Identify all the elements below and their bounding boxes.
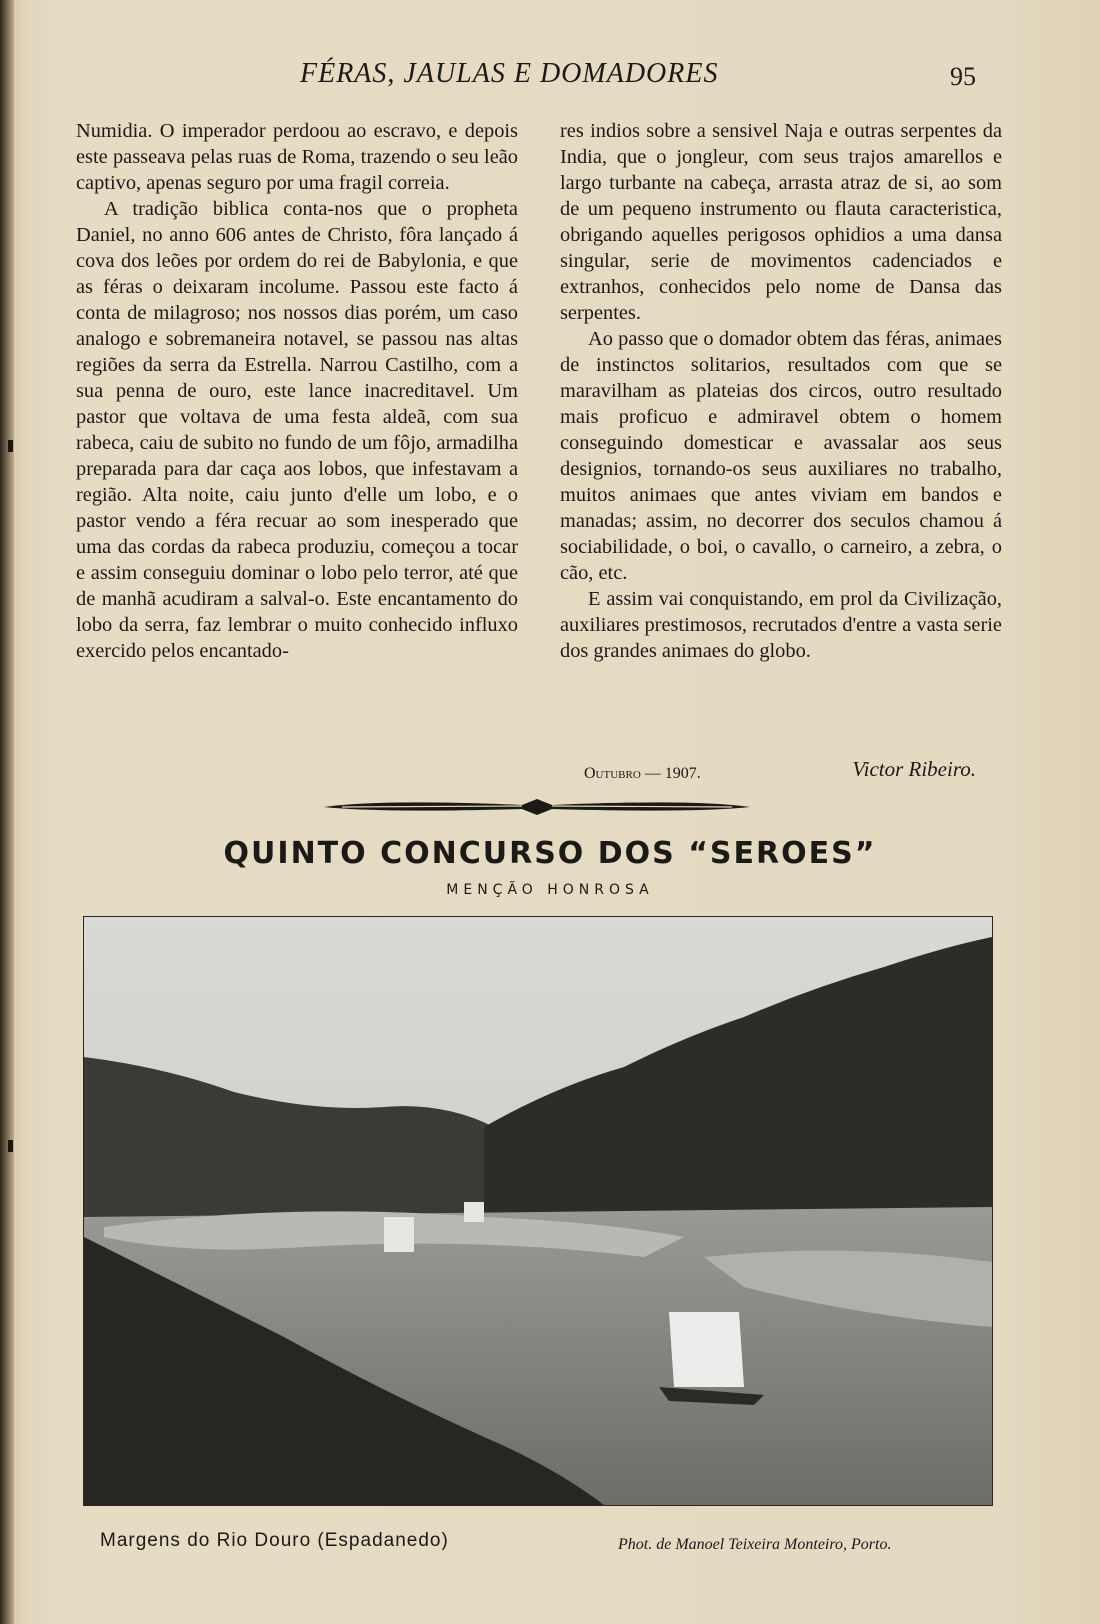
paragraph: res indios sobre a sensivel Naja e outras serpentes da India, que o jongleur, com seus trajos amarellos e largo turbante na cabeça, arrasta atraz de si, ao som de um pequeno instrumento ou flauta caracteristica, obrigando aquelles perigosos ophidios a uma dansa singular, serie de movimentos cadenciados e extranhos, conhecidos pelo nome de Dansa das serpentes. (560, 120, 1002, 324)
river-photograph (83, 916, 993, 1506)
paragraph: Numidia. O imperador perdoou ao escravo, e depois este passeava pelas ruas de Roma, trazendo o seu leão captivo, apenas seguro por uma fragil correia. (76, 120, 518, 194)
article-right-column (560, 118, 1002, 664)
photo-credit: Phot. de Manoel Teixeira Monteiro, Porto. (618, 1536, 892, 1553)
ornament-divider (322, 796, 752, 818)
article-date: Outubro — 1907. (584, 765, 701, 782)
page-binding-edge (0, 0, 14, 1624)
contest-title: QUINTO CONCURSO DOS “SEROES” (223, 836, 877, 871)
paragraph: A tradição biblica conta-nos que o propheta Daniel, no anno 606 antes de Christo, fôra lançado á cova dos leões por ordem do rei de Babylonia, e que as féras o deixaram incolume. Passou este facto á conta de milagroso; nos nossos dias porém, um caso analogo e sobremaneira notavel, se passou nas altas regiões da serra da Estrella. Narrou Castilho, com a sua penna de ouro, este lance inacreditavel. Um pastor que voltava de uma festa aldeã, com sua rabeca, caiu de subito no fundo de um fôjo, armadilha preparada para dar caça aos lobos, que infestavam a região. Alta noite, caiu junto d'elle um lobo, e o pastor vendo a féra recuar ao som inesperado que uma das cordas da rabeca produziu, começou a tocar e assim conseguiu dominar o lobo pelo terror, até que de manhã acudiram a salval-o. Este encantamento do lobo da serra, faz lembrar o muito conhecido influxo exercido pelos encantado- (76, 198, 518, 662)
paragraph: Ao passo que o domador obtem das féras, animaes de instinctos solitarios, resultados com que se maravilham as plateias dos circos, outro resultado mais proficuo e admiravel obtem o homem conseguindo domesticar e avassalar aos seus designios, tornando-os seus auxiliares no trabalho, muitos animaes que antes viviam em bandos e manadas; assim, no decorrer dos seculos chamou á sociabilidade, o boi, o cavallo, o carneiro, a zebra, o cão, etc. (560, 328, 1002, 584)
binding-mark (8, 440, 13, 452)
article-author: Victor Ribeiro. (852, 757, 976, 781)
article-left-column (76, 118, 518, 664)
contest-subtitle: MENÇÃO HONROSA (446, 882, 654, 898)
binding-mark (8, 1140, 13, 1152)
paragraph: E assim vai conquistando, em prol da Civilização, auxiliares prestimosos, recrutados d'entre a vasta serie dos grandes animaes do globo. (560, 588, 1002, 662)
running-title: FÉRAS, JAULAS E DOMADORES (300, 58, 719, 89)
page-number: 95 (950, 62, 976, 91)
article-signature (584, 757, 976, 787)
photo-caption: Margens do Rio Douro (Espadanedo) (100, 1530, 449, 1551)
